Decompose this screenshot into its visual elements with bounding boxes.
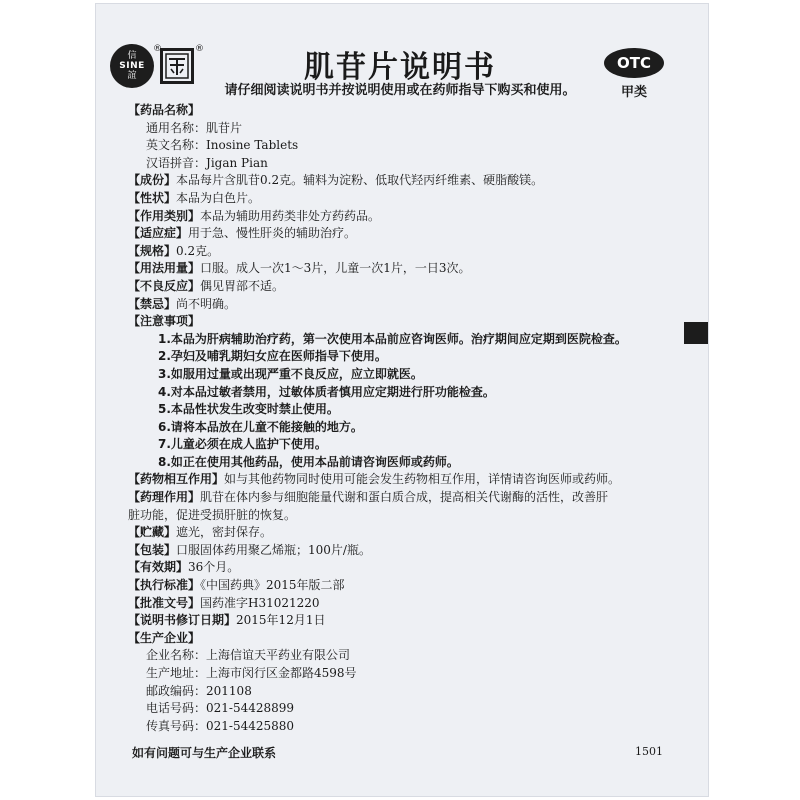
- manufacturer-label: 【生产企业】: [128, 630, 201, 645]
- package-value: 口服固体药用聚乙烯瓶；100片/瓶。: [176, 542, 371, 557]
- address-label: 生产地址：: [146, 666, 207, 680]
- leaflet-subtitle: 请仔细阅读说明书并按说明使用或在药师指导下购买和使用。: [224, 83, 576, 98]
- english-name-value: Inosine Tablets: [206, 138, 299, 153]
- revision-row: [128, 612, 688, 630]
- character-row: [128, 190, 688, 208]
- storage-value: 遮光，密封保存。: [176, 525, 273, 540]
- contra-value: 尚不明确。: [176, 296, 237, 311]
- common-name-label: 通用名称：: [146, 120, 207, 135]
- composition-row: [128, 172, 688, 190]
- interaction-label: 【药物相互作用】: [128, 472, 225, 487]
- package-row: [128, 542, 688, 560]
- common-name-row: [128, 120, 688, 138]
- address-value: 上海市闵行区金都路4598号: [206, 666, 357, 680]
- footer-code: 1501: [635, 745, 663, 758]
- indication-row: [128, 225, 688, 243]
- fax-row: [128, 718, 688, 736]
- english-name-row: [128, 137, 688, 155]
- company-name-label: 企业名称：: [146, 648, 207, 663]
- category-label: 【作用类别】: [128, 208, 201, 223]
- drug-name-label: 【药品名称】: [128, 103, 201, 117]
- precautions-label: 【注意事项】: [128, 314, 201, 329]
- revision-value: 2015年12月1日: [236, 613, 326, 628]
- precaution-item: 8.如正在使用其他药品，使用本品前请咨询医师或药师。: [158, 454, 459, 469]
- dosage-row: [128, 260, 688, 278]
- revision-label: 【说明书修订日期】: [128, 613, 237, 628]
- precaution-item: 5.本品性状发生改变时禁止使用。: [158, 402, 339, 417]
- pharmacology-value-2: 脏功能，促进受损肝脏的恢复。: [128, 507, 297, 522]
- precaution-item: 3.如服用过量或出现严重不良反应，应立即就医。: [158, 366, 423, 381]
- character-label: 【性状】: [128, 190, 177, 205]
- otc-class-label: 甲类: [620, 85, 647, 100]
- pharmacology-value-1: 肌苷在体内参与细胞能量代谢和蛋白质合成，提高相关代谢酶的活性，改善肝: [200, 490, 609, 505]
- footer-contact-note: 如有问题可与生产企业联系: [132, 746, 277, 760]
- dosage-label: 【用法用量】: [128, 261, 201, 276]
- fax-value: 021-54425880: [206, 718, 295, 733]
- interaction-row: [128, 471, 688, 489]
- approval-label: 【批准文号】: [128, 595, 201, 610]
- contra-row: [128, 296, 688, 314]
- precaution-item: 6.请将本品放在儿童不能接触的地方。: [158, 419, 363, 434]
- registered-mark: ®: [153, 44, 162, 54]
- precaution-item: 1.本品为肝病辅助治疗药，第一次使用本品前应咨询医师。治疗期间应定期到医院检查。: [158, 331, 627, 346]
- zip-label: 邮政编码：: [146, 683, 207, 698]
- category-row: [128, 208, 688, 226]
- storage-label: 【贮藏】: [128, 525, 177, 540]
- otc-badge: OTC: [604, 48, 664, 78]
- precaution-item: 7.儿童必须在成人监护下使用。: [158, 437, 327, 452]
- package-label: 【包装】: [128, 542, 177, 557]
- contra-label: 【禁忌】: [128, 296, 177, 311]
- english-name-label: 英文名称：: [146, 138, 207, 153]
- composition-value: 本品每片含肌苷0.2克。辅料为淀粉、低取代羟丙纤维素、硬脂酸镁。: [176, 173, 544, 188]
- character-value: 本品为白色片。: [176, 190, 261, 205]
- validity-value: 36个月。: [188, 560, 240, 575]
- interaction-value: 如与其他药物同时使用可能会发生药物相互作用，详情请咨询医师或药师。: [224, 472, 621, 487]
- registered-mark-2: ®: [195, 44, 204, 54]
- standard-label: 【执行标准】: [128, 578, 201, 593]
- validity-label: 【有效期】: [128, 560, 189, 575]
- category-value: 本品为辅助用药类非处方药药品。: [200, 208, 381, 223]
- pinyin-value: Jigan Pian: [206, 155, 268, 170]
- precaution-item: 2.孕妇及哺乳期妇女应在医师指导下使用。: [158, 349, 387, 364]
- leaflet-content: [128, 102, 688, 735]
- adverse-value: 偶见胃部不适。: [200, 278, 285, 293]
- zip-value: 201108: [206, 683, 252, 698]
- drug-name-section: [128, 102, 688, 120]
- tel-row: [128, 700, 688, 718]
- pharmacology-row: [128, 489, 688, 507]
- tel-value: 021-54428899: [206, 701, 295, 716]
- pharmacology-row-2: [128, 507, 688, 525]
- fax-label: 传真号码：: [146, 718, 207, 733]
- manufacturer-row: [128, 630, 688, 648]
- pharmacology-label: 【药理作用】: [128, 490, 201, 505]
- zip-row: [128, 683, 688, 701]
- logo-en: SINE: [119, 60, 145, 71]
- logo-cn-top: 信: [127, 50, 137, 61]
- company-name-value: 上海信谊天平药业有限公司: [206, 648, 351, 663]
- composition-label: 【成份】: [128, 173, 177, 188]
- standard-value: 《中国药典》2015年版二部: [200, 578, 345, 593]
- tel-label: 电话号码：: [146, 701, 207, 716]
- logo-cn-bottom: 誼: [127, 70, 137, 81]
- spec-label: 【规格】: [128, 243, 177, 258]
- adverse-row: [128, 278, 688, 296]
- validity-row: [128, 559, 688, 577]
- dosage-value: 口服。成人一次1～3片，儿童一次1片，一日3次。: [200, 261, 471, 276]
- precautions-row: [128, 313, 688, 331]
- standard-row: [128, 577, 688, 595]
- storage-row: [128, 524, 688, 542]
- spec-row: [128, 243, 688, 261]
- pinyin-row: [128, 155, 688, 173]
- leaflet-title: 肌苷片说明书: [304, 50, 496, 85]
- approval-value: 国药准字H31021220: [200, 595, 320, 610]
- company-name-row: [128, 647, 688, 665]
- address-row: [128, 665, 688, 683]
- indication-value: 用于急、慢性肝炎的辅助治疗。: [188, 226, 357, 241]
- indication-label: 【适应症】: [128, 226, 189, 241]
- pinyin-label: 汉语拼音：: [146, 155, 207, 170]
- precaution-item: 4.对本品过敏者禁用，过敏体质者慎用应定期进行肝功能检查。: [158, 384, 495, 399]
- spec-value: 0.2克。: [176, 243, 220, 258]
- common-name-value: 肌苷片: [206, 120, 243, 135]
- adverse-label: 【不良反应】: [128, 278, 201, 293]
- approval-row: [128, 595, 688, 613]
